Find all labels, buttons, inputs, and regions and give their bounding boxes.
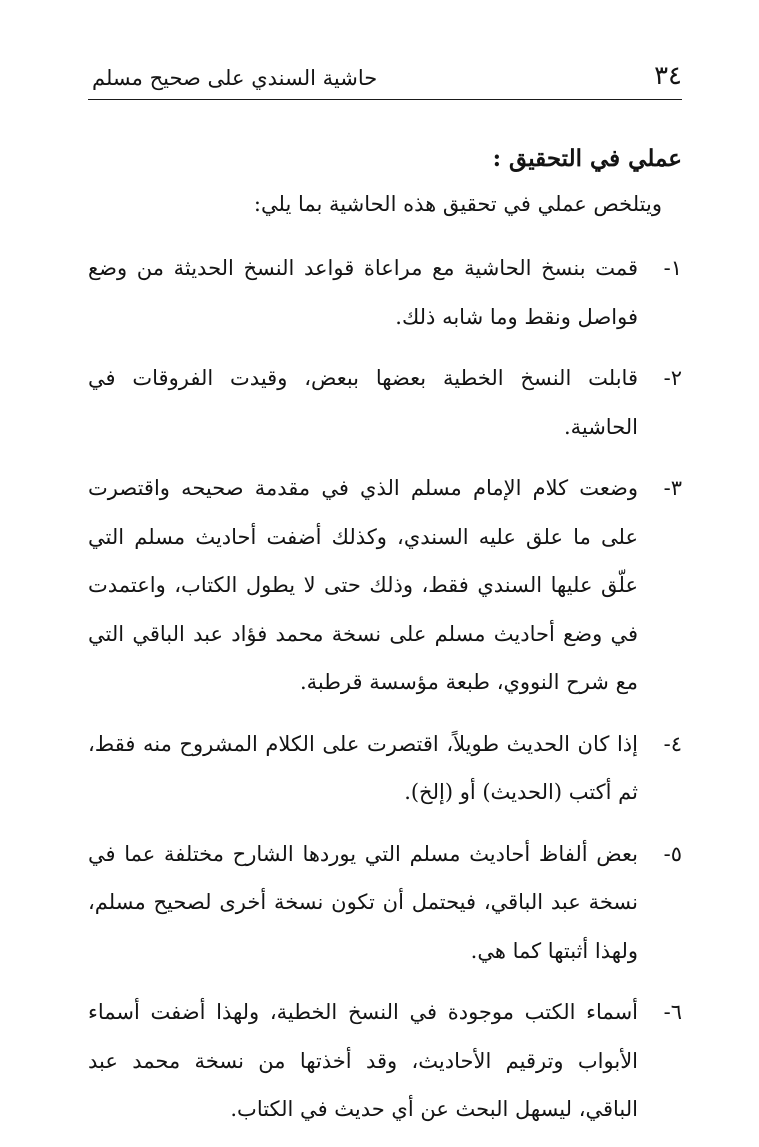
- list-item: [88, 464, 682, 707]
- list-item-text: وضعت كلام الإمام مسلم الذي في مقدمة صحيحه واقتصرت على ما علق عليه السندي، وكذلك أضفت أحاديث مسلم التي علّق عليها السندي فقط، وذلك حتى لا يطول الكتاب، واعتمدت في وضع أحاديث مسلم على نسخة محمد فؤاد عبد الباقي التي مع شرح النووي، طبعة مؤسسة قرطبة.: [88, 476, 638, 694]
- list-item-text: قابلت النسخ الخطية بعضها ببعض، وقيدت الفروقات في الحاشية.: [88, 366, 638, 439]
- list-item-number: ٤-: [663, 731, 682, 756]
- intro-paragraph: ويتلخص عملي في تحقيق هذه الحاشية بما يلي:: [253, 192, 662, 216]
- page-body: [88, 140, 682, 1147]
- list-item: [88, 830, 682, 976]
- list-item-number: ٥-: [663, 841, 682, 866]
- list-item-number: ٣-: [663, 476, 682, 500]
- list-item-number: ١-: [663, 256, 682, 280]
- list-item: [88, 720, 682, 817]
- list-item: [88, 354, 682, 451]
- list-item-number: ٢-: [663, 366, 682, 390]
- list-item-text: بعض ألفاظ أحاديث مسلم التي يوردها الشارح مختلفة عما في نسخة عبد الباقي، فيحتمل أن تكون نسخة أخرى لصحيح مسلم، ولهذا أثبتها كما هي.: [88, 841, 638, 963]
- list-item-text: قمت بنسخ الحاشية مع مراعاة قواعد النسخ الحديثة من وضع فواصل ونقط وما شابه ذلك.: [88, 256, 638, 329]
- numbered-list: [88, 244, 682, 1134]
- page-number: ٣٤: [654, 61, 682, 91]
- list-item-text: إذا كان الحديث طويلاً، اقتصرت على الكلام المشروح منه فقط، ثم أكتب (الحديث) أو (إلخ).: [88, 731, 638, 804]
- header-rule: [88, 99, 682, 100]
- list-item-number: ٦-: [663, 1000, 682, 1024]
- running-title: حاشية السندي على صحيح مسلم: [92, 66, 378, 90]
- list-item: [88, 244, 682, 341]
- running-header: [88, 58, 682, 96]
- list-item: [88, 988, 682, 1134]
- list-item-text: أسماء الكتب موجودة في النسخ الخطية، ولهذا أضفت أسماء الأبواب وترقيم الأحاديث، وقد أخذتها من نسخة محمد عبد الباقي، ليسهل البحث عن أي حديث في الكتاب.: [88, 1000, 638, 1121]
- section-heading: عملي في التحقيق :: [492, 145, 682, 172]
